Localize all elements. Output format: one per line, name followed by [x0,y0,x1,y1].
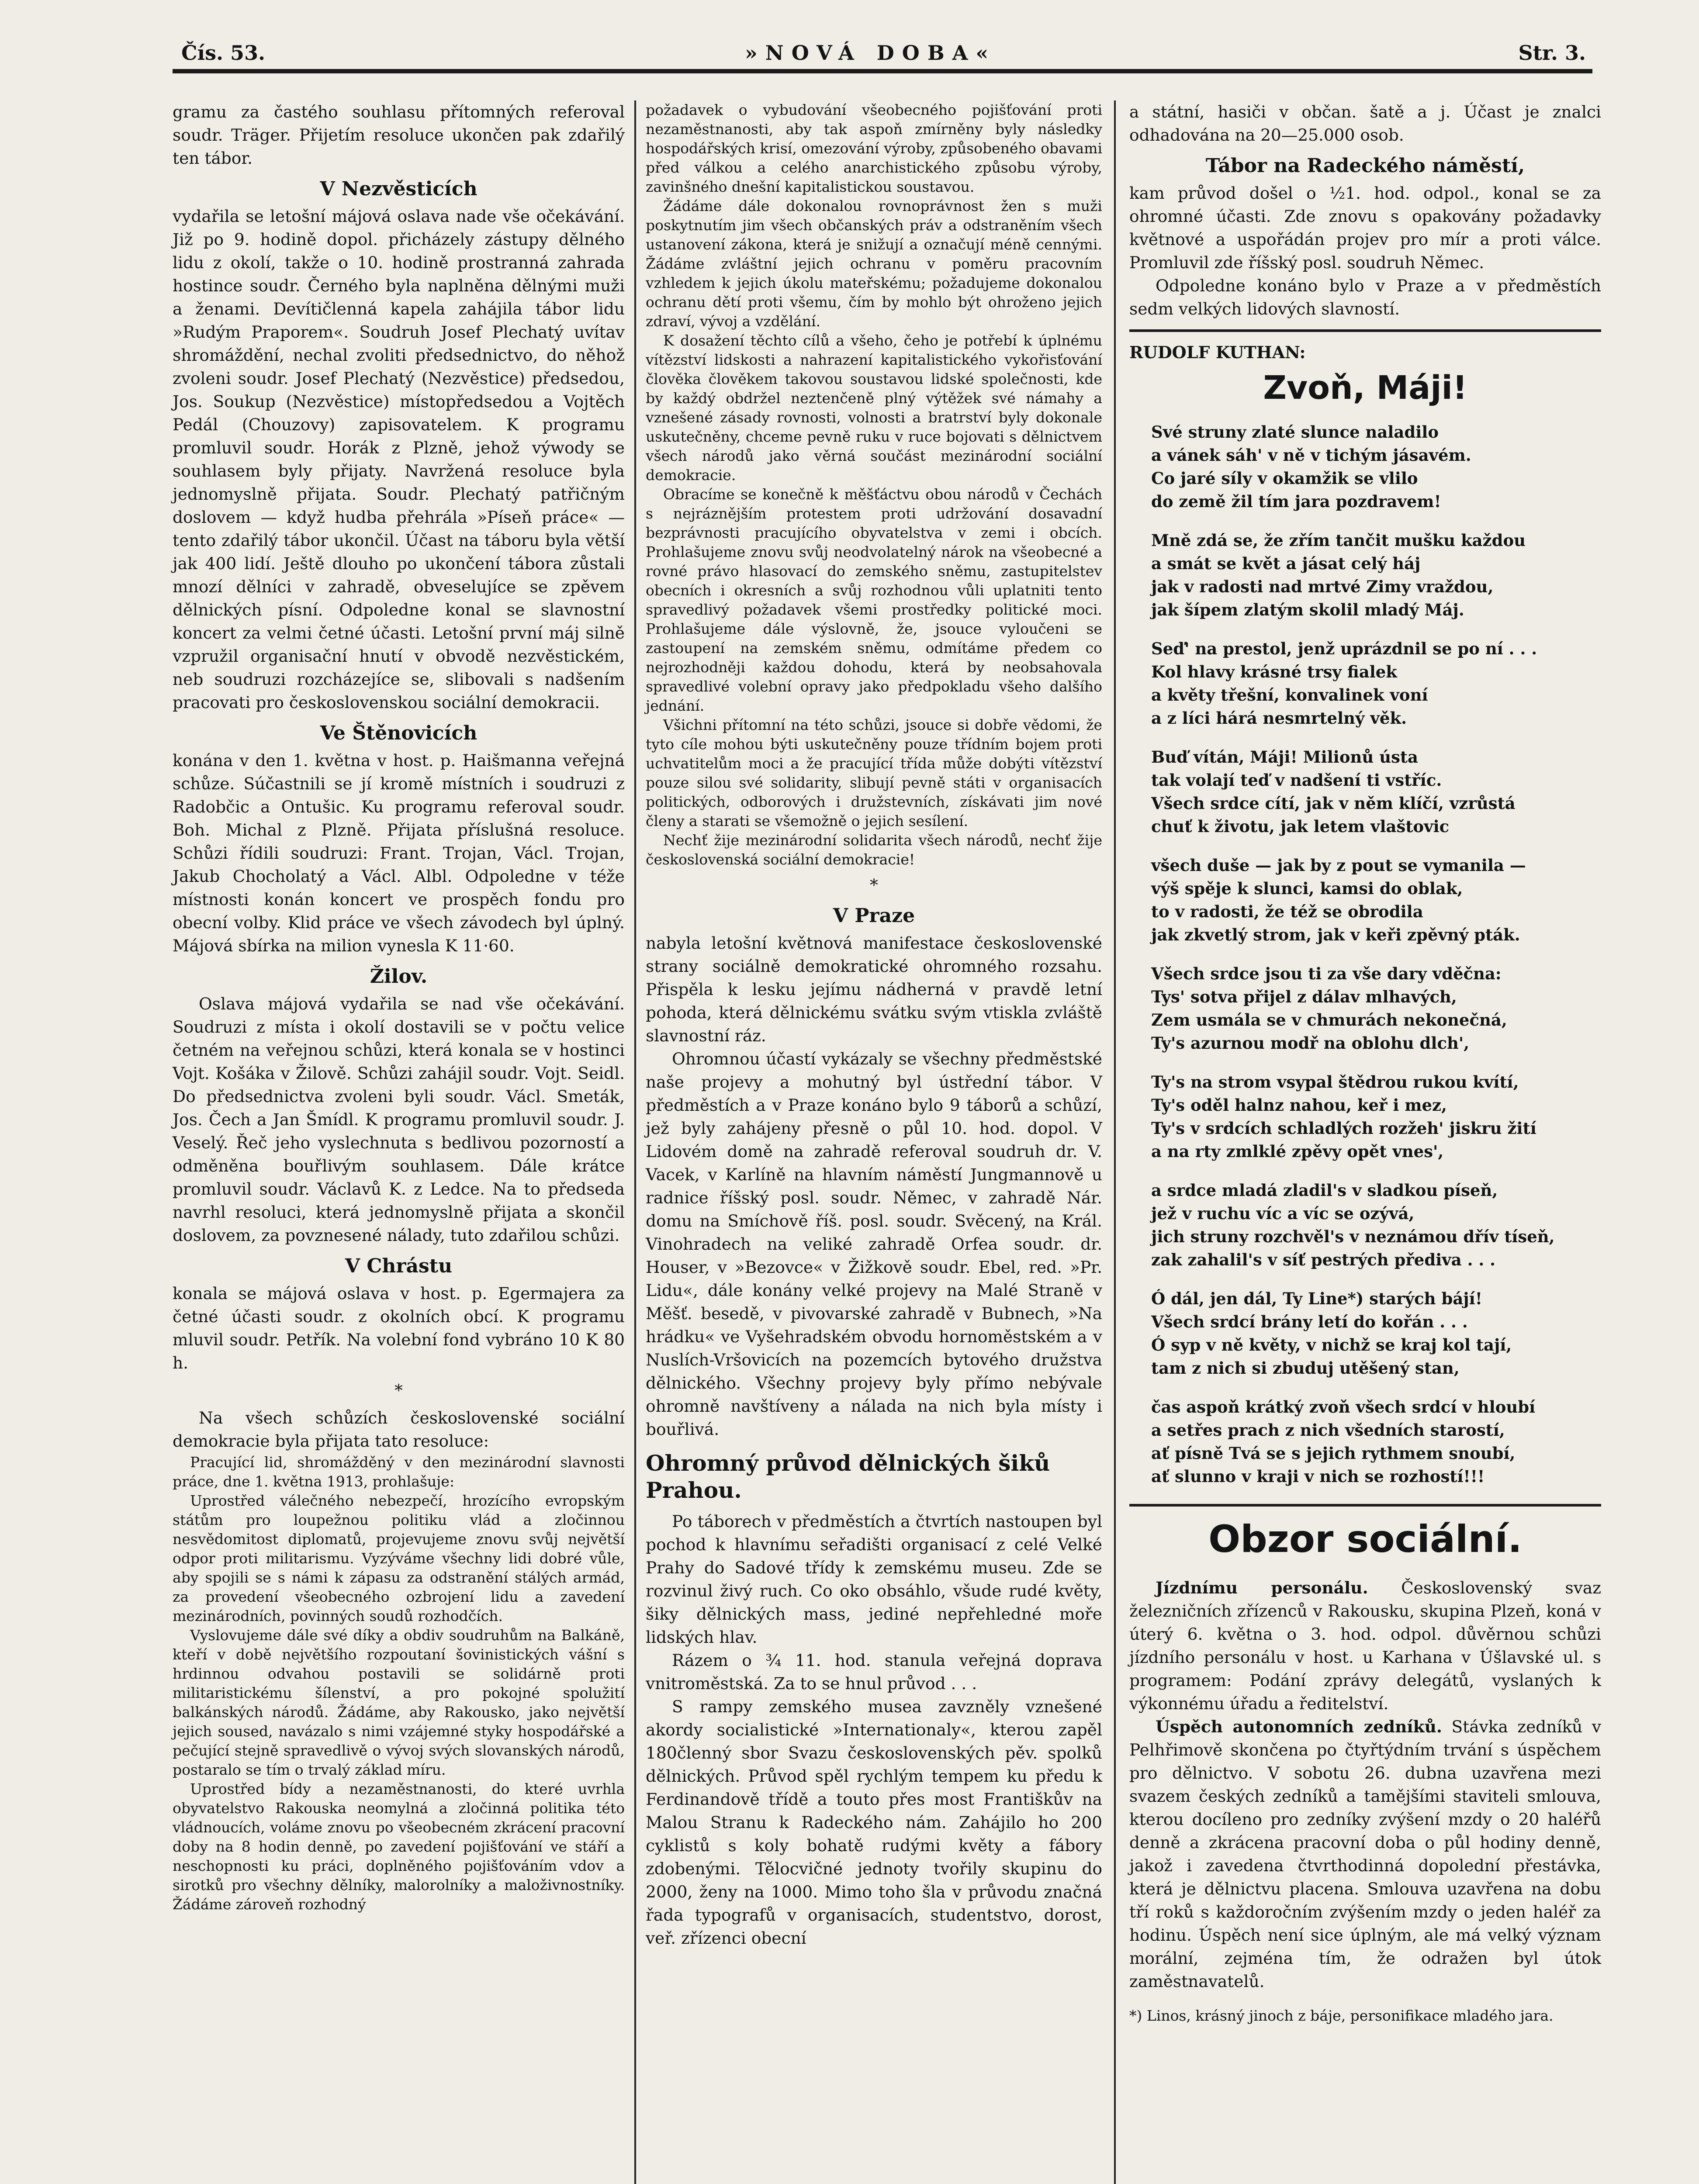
poem-stanza: Buď vítán, Máji! Milionů ústa tak volají teď v nadšení ti vstříc. Všech srdce cítí, jak v něm klíčí, vzrůstá chuť k životu, jak letem vlaštovic [1151,747,1516,836]
paragraph: Uprostřed válečného nebezpečí, hrozícího evropským státům pro loupežnou politiku vlád a zločinnou nesvědomitost diplomatů, projevujeme znovu svůj největší odpor proti militarismu. Vyzýváme všechny lidi dobré vůle, aby spojili se s námi k zápasu za odstranění stálých armád, za provedení všeobecného ozbrojení lidu a zavedení mezinárodních, povinných soudů rozhodčích. [173,1492,625,1624]
paragraph [1129,1576,1601,1715]
paragraph-body: Československý svaz železničních zřízenců v Rakousku, skupina Plzeň, koná v úterý 6. května o 3. hod. odpol. důvěrnou schůzi jízdního personálu v host. u Karhana v Úšlavské ul. s programem: Podání zprávy delegátů, vyslaných k výkonnému úřadu a ředitelství. [1129,1578,1601,1713]
separator-star: * [870,875,878,895]
paragraph: Na všech schůzích československé sociální demokracie byla přijata tato resoluce: [173,1408,625,1451]
section-heading: Ohromný průvod dělnických šiků Prahou. [646,1450,1050,1503]
column-divider [634,100,636,2184]
paragraph: Oslava májová vydařila se nad vše očekávání. Soudruzi z místa i okolí dostavili se v počtu velice četném na veřejnou schůzi, která konala se v hostinci Vojt. Košáka v Žilově. Schůzi zahájil soudr. Vojt. Seidl. Do předsednictva zvoleni byli soudr. Václ. Smeták, Jos. Čech a Jan Šmídl. K programu promluvil soudr. J. Veselý. Řeč jeho vyslechnuta s bedlivou pozorností a odměněna bouřlivým souhlasem. Dále krátce promluvil soudr. Václavů K. z Ledce. Na to předseda navrhl resoluci, která jednomyslně přijata a skončil doslovem, za povznesené nálady, tuto zdařilou schůzi. [173,994,625,1245]
paragraph: Nechť žije mezinárodní solidarita všech národů, nechť žije československá sociální demokracie! [646,832,1102,868]
poem-stanza: a srdce mladá zladil's v sladkou píseň, jež v ruchu víc a víc se ozývá, jich struny rozchvěl's v neznámou dřív tíseň, zak zahalil's v síť pestrých přediva . . . [1151,1181,1555,1269]
section-heading: Žilov. [370,965,428,988]
poem-stanza: Ty's na strom vsypal štědrou rukou kvítí, Ty's oděl halnz nahou, keř i mez, Ty's v srdcích schladlých rozžeh' jiskru žití a na rty zmlklé zpěvy opět vnes', [1151,1072,1536,1161]
paragraph: K dosažení těchto cílů a všeho, čeho je potřebí k úplnému vítězství lidskosti a nahrazení kapitalistického vykořisťování člověka člověkem takovou soustavou lidské společnosti, kde by každý obdržel neztenčeně plný výtěžek své námahy a vznešené zásady rovnosti, volnosti a bratrství byly dokonale uskutečněny, chceme pevně ruku v ruce bojovati s dělnictvem všech národů jako věrná součást mezinárodní sociální demokracie. [646,332,1102,484]
paragraph-body: Stávka zedníků v Pelhřimově skončena po čtyřtýdním trvání s úspěchem pro dělnictvo. V sobotu 26. dubna uzavřena mezi svazem českých zedníků a tamějšími staviteli smlouva, kterou docíleno pro zedníky zvýšení mzdy o 20 haléřů denně a zkrácena pracovní doba o půl hodiny denně, jakož i zavedena čtvrthodinná dopolední přestávka, která je dělnictvu placena. Smlouva uzavřena na dobu tří roků s každoročním zvýšením mzdy o jeden haléř za hodinu. Úspěch není sice úplným, ale má velký význam morální, zejména tím, že odražen byl útok zaměstnavatelů. [1129,1717,1602,1991]
page-number: Str. 3. [1518,41,1586,65]
separator-star: * [394,1381,403,1400]
paragraph: požadavek o vybudování všeobecného pojišťování proti nezaměstnanosti, aby tak aspoň zmírněny byly následky hospodářských krisí, omezování výroby, způsobeného obavami před válkou a celého anarchistického způsobu výroby, zavinšného dnešní kapitalistickou soustavou. [646,101,1102,195]
paragraph: kam průvod došel o ½1. hod. odpol., konal se za ohromné účasti. Zde znovu s opakovány požadavky květnové a uspořádán projev pro mír a proti válce. Promluvil zde říšský posl. soudruh Němec. [1129,183,1601,272]
paragraph-lead: Úspěch autonomních zedníků. [1156,1717,1442,1736]
paragraph: a státní, hasiči v občan. šatě a j. Účast je znalci odhadována na 20—25.000 osob. [1129,102,1601,145]
poem-author: RUDOLF KUTHAN: [1129,342,1306,362]
paragraph-lead: Jízdnímu personálu. [1156,1578,1368,1597]
paragraph: Rázem o ¾ 11. hod. stanula veřejná doprava vnitroměstská. Za to se hnul průvod . . . [646,1651,1102,1693]
resolution-text [646,100,1102,869]
newspaper-title: »NOVÁ DOBA« [745,41,997,65]
resolution-text [173,1453,625,1914]
paragraph: Odpoledne konáno bylo v Praze a v předměstích sedm velkých lidových slavností. [1129,276,1601,318]
paragraph: Uprostřed bídy a nezaměstnanosti, do které uvrhla obyvatelstvo Rakouska neomylná a zločinná politika této vládnoucích, voláme znovu po všeobecném zkrácení pracovní doby na 8 hodin denně, po zavedení pojišťování ve stáří a neschopnosti ku práci, doplněného pojišťováním vdov a sirotků pro všechny dělníky, malorolníky a maloživnostníky. Žádáme zároveň rozhodný [173,1780,625,1913]
poem-stanza: Mně zdá se, že zřím tančit mušku každou a smát se květ a jásat celý háj jak v radosti nad mrtvé Zimy vraždou, jak šípem zlatým skolil mladý Máj. [1151,531,1526,619]
poem-stanza: čas aspoň krátký zvoň všech srdcí v hloubí a setřes prach z nich všedních starostí, ať písně Tvá se s jejich rythmem snoubí, ať slunno v kraji v nich se rozhostí!!! [1151,1397,1536,1486]
section-heading: V Chrástu [345,1255,453,1277]
poem-stanza: Ó dál, jen dál, Ty Line*) starých bájí! Všech srdcí brány letí do kořán . . . Ó syp v ně květy, v nichž se kraj kol tají, tam z nich si zbuduj utěšený stan, [1151,1289,1512,1378]
paragraph: Obracíme se konečně k měšťáctvu obou národů v Čechách s nejráznějším protestem proti udržování dosavadní bezprávnosti pracujícího obyvatelstva v zemi i obcích. Prohlašujeme znovu svůj neodvolatelný nárok na všeobecné a rovné právo hlasovací do zemského sněmu, zastupitelstev obecních i okresních a svůj rozhodnou vůli uplatniti tento spravedlivý požadavek všemi prostředky politické moci. Prohlašujeme dále výslovně, že, jsouce vyloučeni se zastoupení na zemském sněmu, odmítáme předem co nejrozhodněji každou dohodu, která by neobsahovala spravedlivé volební opravy jako předpokladu všeho dalšího jednání. [646,486,1102,714]
page-header [173,38,1592,73]
paragraph: vydařila se letošní májová oslava nade vše očekávání. Již po 9. hodině dopol. přicházely zástupy dělného lidu z okolí, takže o 10. hodině prostranná zahrada hostince soudr. Černého byla naplněna dělnými muži a ženami. Devítičlenná kapela zahájila tábor lidu »Rudým Praporem«. Soudruh Josef Plechatý uvítav shromáždění, nechal zvoliti předsednictvo, do něhož zvoleni soudr. Josef Plechatý (Nezvěstice) předsedou, Jos. Soukup (Nezvěstice) místopředsedou a Vojtěch Pedál (Chouzovy) zapisovatelem. K programu promluvil soudr. Horák z Plzně, jehož výwody se souhlasem byly přijaty. Navržená resoluce byla jednomyslně přijata. Soudr. Plechatý patřičným doslovem — když hudba přehrála »Píseň práce« — tento zdařilý tábor ukončil. Účast na táboru byla větší jak 400 lidí. Ještě dlouho po ukončení tábora zůstali mnozí dělníci v zahradě, obveselujíce se zpěvem dělnických písní. Odpoledne konal se slavnostní koncert za velmi četné účasti. Letošní první máj silně vzpružil organisační hnutí v obvodě nezvěstickém, neb soudruzi rozcházejíce se, slibovali s nadšením pracovati pro československou sociální demokracii. [173,207,625,712]
divider-rule [1129,329,1601,332]
paragraph: nabyla letošní květnová manifestace československé strany sociálně demokratické ohromného rozsahu. Přispěla k lesku jejímu nádherná v pravdě letní pohoda, která dělnickému svátku svým vtiskla zvláště slavnostní ráz. [646,933,1102,1045]
paragraph: Vyslovujeme dále své díky a obdiv soudruhům na Balkáně, kteří v době největšího rozpoutaní šovinistických vášní s hrdinnou odvahou postavili se solidárně proti militaristickému šílenství, a pro pokojné spolužití balkánských národů. Žádáme, aby Rakousko, jako největší jejich soused, navázalo s nimi vzájemné styky hospodářské a pečující stejně spravedlivě o vývoj svých slovanských národů, postaralo se tím o trvalý základ míru. [173,1627,625,1778]
paragraph: konala se májová oslava v host. p. Egermajera za četné účasti soudr. z okolních obcí. K programu mluvil soudr. Petřík. Na volební fond vybráno 10 K 80 h. [173,1284,625,1372]
poem-stanza: Své struny zlaté slunce naladilo a vánek sáh' v ně v tichým jásavém. Co jaré síly v okamžik se vlilo do země žil tím jara pozdravem! [1151,422,1471,511]
paragraph: Ohromnou účastí vykázaly se všechny předměstské naše projevy a mohutný byl ústřední tábor. V předměstích a v Praze konáno bylo 9 táborů a schůzí, jež byly zahájeny přesně o půl 10. hod. dopol. V Lidovém domě na zahradě referoval soudruh dr. V. Vacek, v Karlíně na hlavním náměstí Jungmannově u radnice říšský posl. soudr. Němec, v zahradě Nár. domu na Smíchově říš. posl. soudr. Svěcený, na Král. Vinohradech na veliké zahradě Orfea soudr. dr. Houser, v »Bezovce« v Žižkově soudr. Ebel, red. »Pr. Lidu«, dále konány velké projevy na Malé Straně v Měšť. besedě, v pivovarské zahradě v Bubnech, »Na hrádku« ve Vyšehradském obvodu hornoměstském a v Nuslích-Vršovicích na pozemcích bytového družstva dělnického. Všechny projevy byly přímo nebývale ohromně navštíveny a nálada na nich byla místy i bouřlivá. [646,1049,1102,1439]
column-3 [1129,100,1601,2025]
paragraph: S rampy zemského musea zavzněly vznešené akordy socialistické »Internationaly«, kterou zapěl 180členný sbor Svazu československých pěv. spolků dělnických. Průvod spěl rychlým tempem ku předu k Ferdinandově třídě a touto přes most Františkův na Malou Stranu k Radeckého nám. Zahájilo ho 200 cyklistů s koly bohatě rudými květy a fábory zdobenými. Tělocvičné jednoty tvořily skupinu do 2000, ženy na 1000. Mimo toho šla v průvodu značná řada typografů v organisacích, studentstvo, dorost, veř. zřízenci obecní [646,1697,1102,1948]
divider-rule [1129,1504,1601,1507]
poem-stanza: všech duše — jak by z pout se vymanila — výš spěje k slunci, kamsi do oblak, to v radosti, že též se obrodila jak zkvetlý strom, jak v keři zpěvný pták. [1151,856,1526,944]
column-1 [173,100,625,1914]
poem-title: Zvoň, Máji! [1263,369,1467,407]
column-divider [1114,100,1116,2184]
paragraph: Všichni přítomní na této schůzi, jsouce si dobře vědomi, že tyto cíle mohou býti uskutečněny pouze třídním bojem proti uchvatitelům moci a že pracující třída může dobýti vítězství pouze silou své solidarity, slibují pevně státi v organisacích politických, odborových i družstevních, získávati jim nové členy a starati se všemožně o jejich sesílení. [646,716,1102,829]
paragraph: gramu za častého souhlasu přítomných referoval soudr. Träger. Přijetím resoluce ukončen pak zdařilý ten tábor. [173,102,625,168]
section-heading: Ve Štěnovicích [320,722,478,744]
footnote: *) Linos, krásný jinoch z báje, personifikace mladého jara. [1129,2007,1554,2024]
section-heading: V Praze [833,905,915,927]
paragraph: konána v den 1. května v host. p. Haišmanna veřejná schůze. Súčastnili se jí kromě místních i soudruzi z Radobčic a Ontušic. Ku programu referoval soudr. Boh. Michal z Plzně. Přijata příslušná resoluce. Schůzi řídili soudruzi: Frant. Trojan, Václ. Trojan, Jakub Chocholatý a Václ. Albl. Odpoledne v téže místnosti konán koncert ve prospěch fondu pro obecní volby. Klid práce ve všech závodech byl úplný. Májová sbírka na milion vynesla K 11·60. [173,751,625,955]
section-heading: V Nezvěsticích [320,178,478,200]
section-heading: Tábor na Radeckého náměstí, [1205,155,1525,177]
paragraph: Žádáme dále dokonalou rovnoprávnost žen s muži poskytnutím jim všech občanských práv a odstraněním všech ustanovení zákona, která je snižují a označují méně cennými. Žádáme zvláštní jejich ochranu v poměru pracovním vzhledem k jejich úkolu mateřskému; požadujeme dokonalou ochranu dětí proti všemu, čím by mohlo být ohroženo jejich zdraví, vývoj a vzdělání. [646,197,1102,330]
poem-stanza: Všech srdce jsou ti za vše dary vděčna: Tys' sotva přijel z dálav mlhavých, Zem usmála se v chmurách nekonečná, Ty's azurnou modř na oblohu dlch', [1151,964,1507,1053]
paragraph: Po táborech v předměstích a čtvrtích nastoupen byl pochod k hlavnímu seřadišti organisací z celé Velké Prahy do Sadové třídy k zemskému museu. Zde se rozvinul živý ruch. Co oko obsáhlo, všude rudé květy, šiky dělnických mass, jediné nepřehledné moře lidských hlav. [646,1512,1102,1647]
paragraph [1129,1715,1601,1993]
poem-stanza: Seď' na prestol, jenž uprázdnil se po ní . . . Kol hlavy krásné trsy fialek a květy třešní, konvalinek voní a z líci hárá nesmrtelný věk. [1151,639,1537,728]
section-title: Obzor sociální. [1208,1517,1522,1561]
issue-number: Čís. 53. [181,41,266,65]
column-2 [646,100,1102,1950]
paragraph: Pracující lid, shromážděný v den mezinárodní slavnosti práce, dne 1. května 1913, prohlašuje: [173,1454,625,1490]
